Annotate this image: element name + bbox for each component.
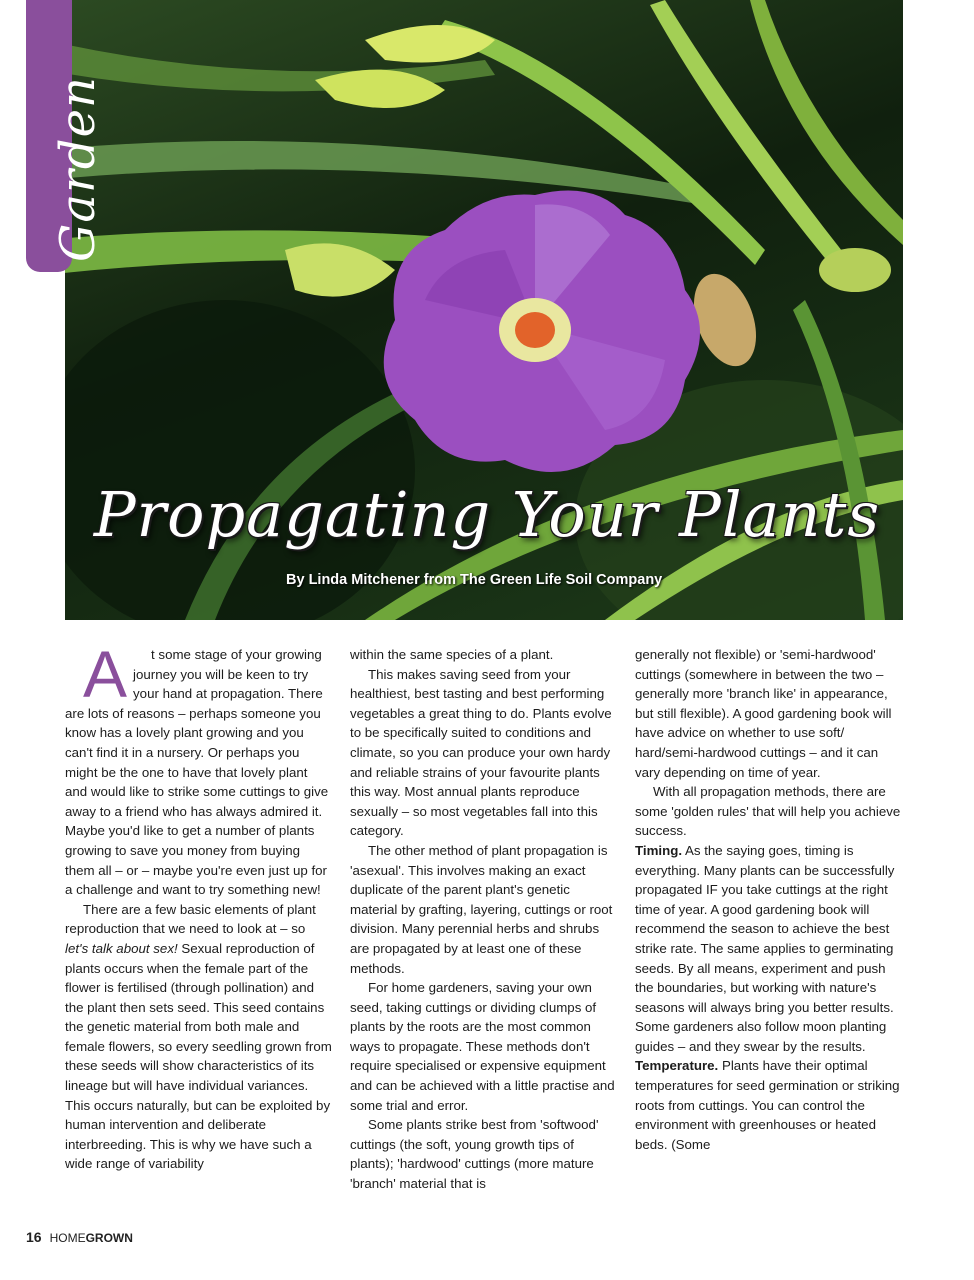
- article-column-2: [350, 645, 620, 1205]
- page-number: 16: [26, 1229, 42, 1245]
- purple-flower: [384, 191, 700, 473]
- article-column-1: [65, 645, 332, 1205]
- article-byline: By Linda Mitchener from The Green Life Soil Company: [286, 572, 663, 588]
- timing-heading: Timing.: [635, 842, 683, 858]
- paragraph: With all propagation methods, there are some 'golden rules' that will help you achieve success.: [635, 784, 901, 839]
- magazine-name-grown: GROWN: [85, 1231, 133, 1245]
- paragraph: A t some stage of your growing journey you will be keen to try your hand at propagation. There are lots of reasons – perhaps someone you know has a lovely plant growing and you can't find it in a nursery. Or perhaps you might be the one to have that lovely plant and would like to strike some cuttings to give away to a friend who has always admired it. Maybe you'd like to get a number of plants growing to save you money from buying them all – or – maybe you're even just up for a challenge and want to try something new!: [65, 645, 329, 898]
- paragraph: The other method of plant propagation is 'asexual'. This involves making an exact duplicate of the parent plant's genetic material by grafting, layering, cuttings or root division. Many perennial herbs and shrubs are propagated by at least one of these methods.: [350, 842, 613, 976]
- paragraph-timing: Timing. As the saying goes, timing is everything. Many plants can be successfully propagated IF you take cuttings at the right time of year. A good gardening book will recommend the season to achieve the best strike rate. The same applies to germinating seeds. By all means, experiment and push the boundaries, but working with nature's seasons will always bring you better results. Some gardeners also follow moon planting guides – and they swear by the results.: [635, 842, 895, 1054]
- paragraph: within the same species of a plant.: [350, 647, 554, 662]
- paragraph: This makes saving seed from your healthiest, best tasting and best performing vegetables a great thing to do. Plants evolve to be specifically suited to conditions and climate, so you can produce your own hardy and reliable strains of your favourite plants this way. Most annual plants reproduce sexually – so most vegetables fall into this category.: [350, 666, 612, 839]
- paragraph-temperature: Temperature. Plants have their optimal temperatures for seed germination or striking roots from cuttings. You can control the environment with greenhouses or heated beds. (Some: [635, 1058, 900, 1152]
- paragraph: Some plants strike best from 'softwood' cuttings (the soft, young growth tips of plants); 'hardwood' cuttings (more mature 'branch' material that is: [350, 1117, 599, 1192]
- paragraph: generally not flexible) or 'semi-hardwood' cuttings (somewhere in between the two – generally more 'branch like' in appearance, but still flexible). A good gardening book will have advice on whether to use soft/ hard/semi-hardwood cuttings – and it can vary depending on time of year.: [635, 647, 892, 780]
- drop-cap: A: [83, 645, 128, 711]
- paragraph: There are a few basic elements of plant reproduction that we need to look at – so let's talk about sex! Sexual reproduction of plants occurs when the female part of the flower is fertilised (through pollination) and the plant then sets seed. This seed contains the genetic material from both male and female flowers, so every seedling grown from these seeds will show characteristics of its lineage but will have individual variances. This occurs naturally, but can be exploited by human intervention and deliberate interbreeding. This is why we have such a wide range of variability: [65, 901, 332, 1172]
- temperature-heading: Temperature.: [635, 1058, 719, 1074]
- paragraph: For home gardeners, saving your own seed, taking cuttings or dividing clumps of plants by the roots are the most common ways to propagate. These methods don't require specialised or expensive equipment and can be achieved with a little practise and some trial and error.: [350, 980, 615, 1113]
- article-title: Propagating Your Plants: [93, 478, 881, 551]
- article-column-3: [635, 645, 905, 1205]
- page-footer: [26, 1229, 133, 1245]
- magazine-name-home: HOME: [49, 1231, 86, 1245]
- section-tab-label: Garden: [50, 76, 106, 262]
